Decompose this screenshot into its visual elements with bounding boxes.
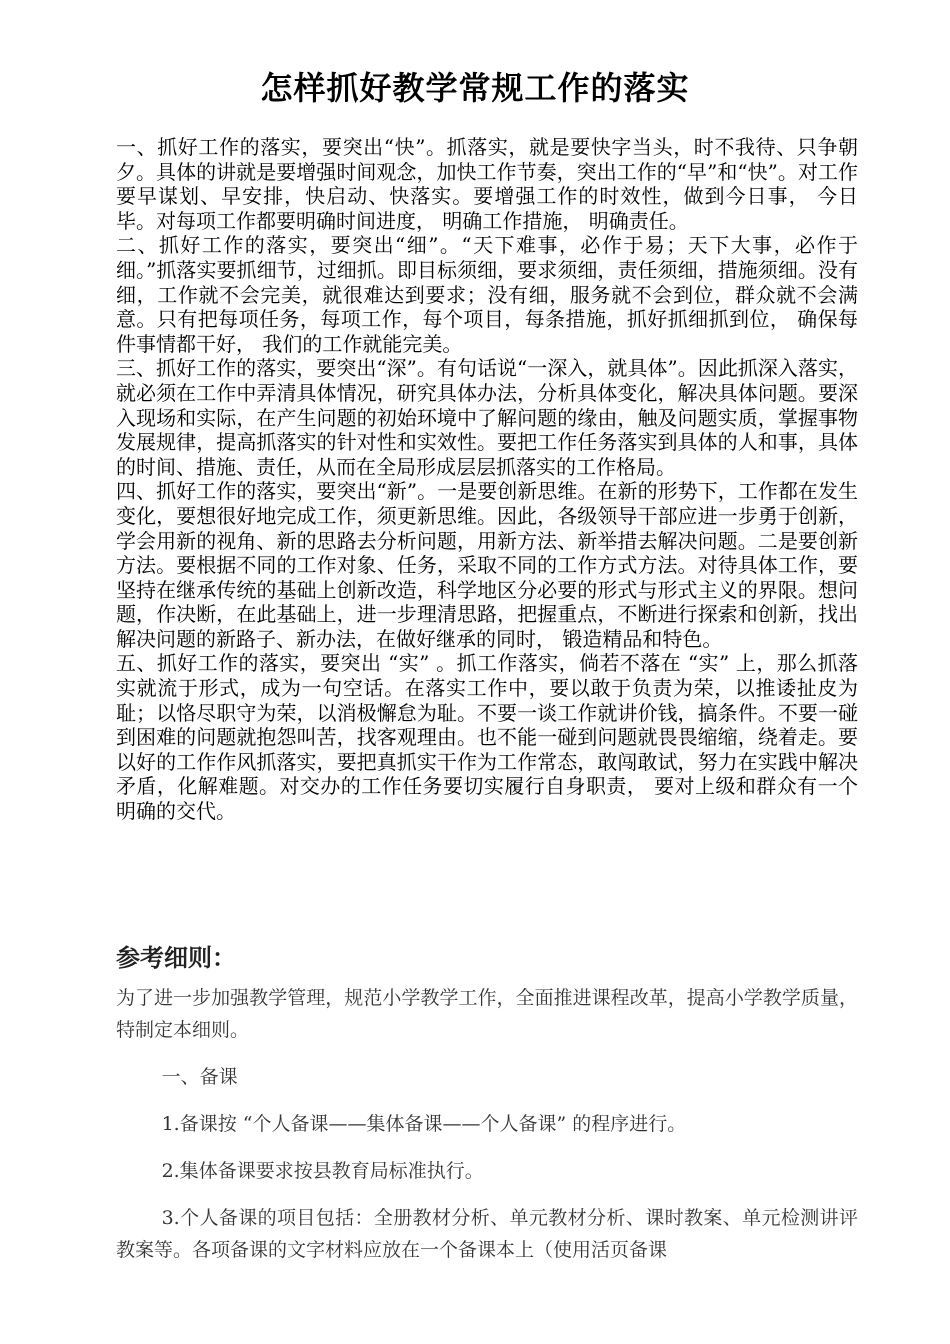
paragraph-xin: 四、抓好工作的落实，要突出“新”。一是要创新思维。在新的形势下，工作都在发生变化，要想很好地完成工作，须更新思维。因此，各级领导干部应进一步勇于创新，学会用新的视角、新的思路去分析问题，用新方法、新举措去解决问题。二是要创新方法。要根据不同的工作对象、任务，采取不同的工作方式方法。对待具体工作，要坚持在继承传统的基础上创新改造，科学地区分必要的形式与形式主义的界限。想问题，作决断，在此基础上，进一步理清思路，把握重点，不断进行探索和创新，找出解决问题的新路子、新办法，在做好继承的同时， 锻造精品和特色。 (116, 479, 858, 651)
document-body (116, 135, 858, 824)
list-item: 3.个人备课的项目包括：全册教材分析、单元教材分析、课时教案、单元检测讲评教案等。各项备课的文字材料应放在一个备课本上（使用活页备课 (116, 1207, 858, 1261)
list-item: 1.备课按 “个人备课——集体备课——个人备课” 的程序进行。 (161, 1113, 687, 1135)
paragraph-xi: 二、抓好工作的落实，要突出“细”。“天下难事，必作于易；天下大事，必作于细。”抓落实要抓细节，过细抓。即目标须细，要求须细，责任须细，措施须细。没有细，工作就不会完美，就很难达到要求；没有细，服务就不会到位，群众就不会满意。只有把每项任务，每项工作，每个项目，每条措施，抓好抓细抓到位， 确保每件事情都干好， 我们的工作就能完美。 (116, 233, 858, 356)
paragraph-shen: 三、抓好工作的落实，要突出“深”。有句话说“一深入，就具体”。因此抓深入落实，就必须在工作中弄清具体情况，研究具体办法，分析具体变化，解决具体问题。要深入现场和实际，在产生问题的初始环境中了解问题的缘由，触及问题实质，掌握事物发展规律，提高抓落实的针对性和实效性。要把工作任务落实到具体的人和事，具体的时间、措施、责任，从而在全局形成层层抓落实的工作格局。 (116, 356, 858, 479)
list-item: 2.集体备课要求按县教育局标准执行。 (161, 1160, 484, 1182)
paragraph-kuai: 一、抓好工作的落实，要突出“快”。抓落实，就是要快字当头，时不我待、只争朝夕。具体的讲就是要增强时间观念，加快工作节奏，突出工作的“早”和“快”。对工作要早谋划、早安排，快启动、快落实。要增强工作的时效性，做到今日事， 今日毕。对每项工作都要明确时间进度， 明确工作措施， 明确责任。 (116, 135, 858, 233)
document-title: 怎样抓好教学常规工作的落实 (260, 69, 690, 107)
paragraph-shi: 五、抓好工作的落实，要突出 “实” 。抓工作落实，倘若不落在 “实” 上，那么抓落实就流于形式，成为一句空话。在落实工作中，要以敢于负责为荣，以推诿扯皮为耻；以恪尽职守为荣，以消极懈怠为耻。不要一谈工作就讲价钱，搞条件。不要一碰到困难的问题就抱怨叫苦，找客观理由。也不能一碰到问题就畏畏缩缩，绕着走。要以好的工作作风抓落实，要把真抓实干作为工作常态，敢闯敢试，努力在实践中解决矛盾，化解难题。对交办的工作任务要切实履行自身职责， 要对上级和群众有一个明确的交代。 (116, 651, 858, 824)
reference-body (116, 982, 858, 1266)
section-heading-beike: 一、备课 (161, 1066, 238, 1088)
reference-intro: 为了进一步加强教学管理，规范小学教学工作，全面推进课程改革，提高小学教学质量， 特制定本细则。 (116, 987, 858, 1041)
reference-heading: 参考细则： (116, 944, 236, 972)
